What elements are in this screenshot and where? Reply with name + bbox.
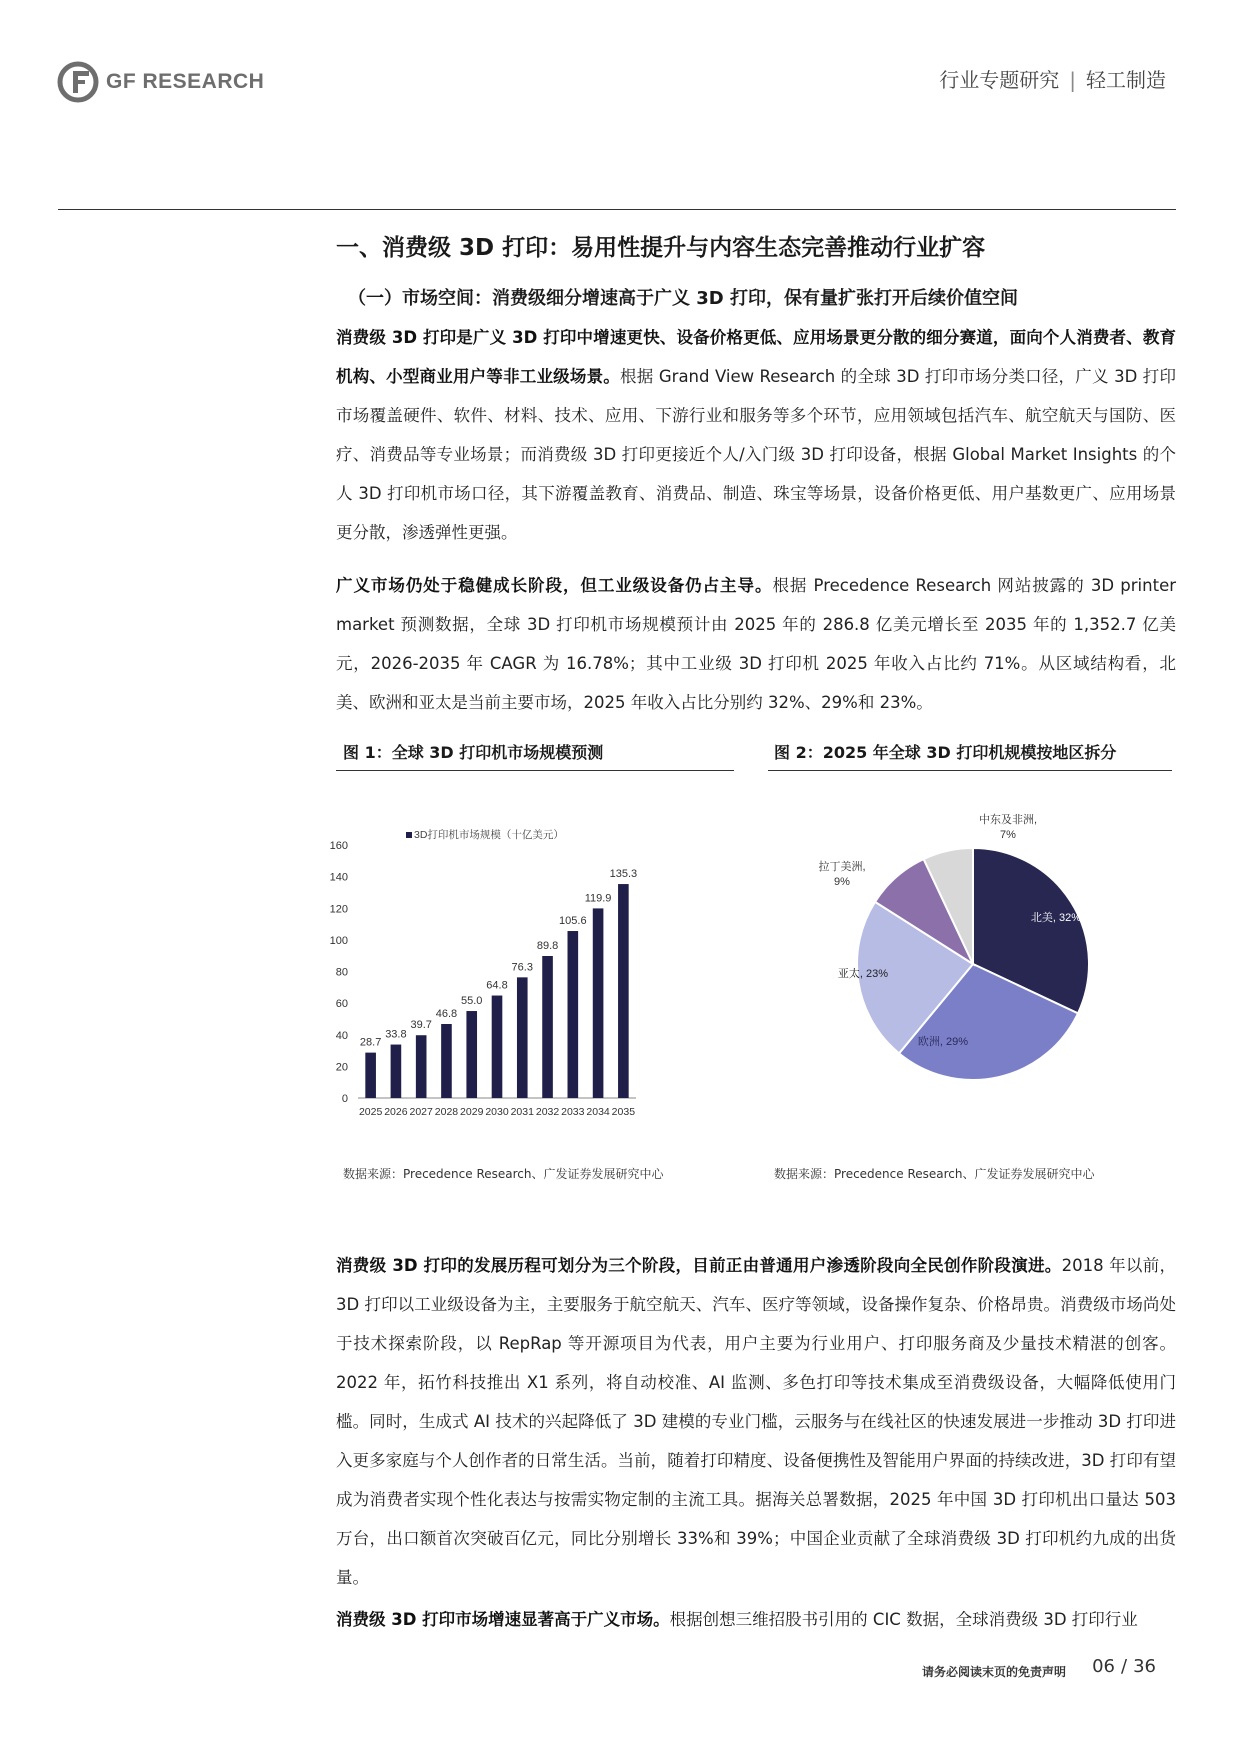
paragraph-3-body: 2018 年以前，3D 打印以工业级设备为主，主要服务于航空航天、汽车、医疗等领域，设备操作复杂、价格昂贵。消费级市场尚处于技术探索阶段，以 RepRap 等开源项目为代表，用户主要为行业用户、打印服务商及少量技术精湛的创客。2022 年，拓竹科技推出 X1 系列，将自动校准、AI 监测、多色打印等技术集成至消费级设备，大幅降低使用门槛。同时，生成式 AI 技术的兴起降低了 3D 建模的专业门槛，云服务与在线社区的快速发展进一步推动 3D 打印进入更多家庭与个人创作者的日常生活。当前，随着打印精度、设备便携性及智能用户界面的持续改进，3D 打印有望成为消费者实现个性化表达与按需实物定制的主流工具。据海关总署数据，2025 年中国 3D 打印机出口量达 503 万台，出口额首次突破百亿元，同比分别增长 33%和 39%；中国企业贡献了全球消费级 3D 打印机约九成的出货量。 <box>336 1256 1176 1587</box>
y-tick-label: 100 <box>329 934 348 947</box>
bar <box>441 1024 452 1098</box>
y-tick-label: 40 <box>335 1029 348 1042</box>
y-tick-label: 20 <box>335 1061 348 1074</box>
header-rule <box>58 209 1176 210</box>
logo-text: GF RESEARCH <box>106 70 265 93</box>
y-tick-label: 0 <box>341 1093 348 1105</box>
bar-value-label: 28.7 <box>359 1036 382 1049</box>
x-tick-label: 2028 <box>434 1106 459 1118</box>
bar <box>416 1035 427 1098</box>
bar <box>517 977 528 1098</box>
paragraph-1 <box>336 318 1176 552</box>
y-tick-label: 60 <box>335 998 348 1011</box>
figure-1-rule <box>336 770 734 771</box>
bar-value-label: 119.9 <box>584 892 612 905</box>
y-tick-label: 140 <box>329 871 348 884</box>
header-separator: | <box>1069 68 1076 92</box>
bar-value-label: 89.8 <box>536 940 559 953</box>
bar-value-label: 64.8 <box>486 979 508 992</box>
bar-value-label: 46.8 <box>435 1007 458 1020</box>
bar <box>568 931 579 1098</box>
bar <box>391 1045 402 1098</box>
total-pages: 36 <box>1133 1656 1156 1677</box>
figure-2-title: 图 2：2025 年全球 3D 打印机规模按地区拆分 <box>774 743 1117 762</box>
bar <box>466 1011 477 1098</box>
section-heading: 一、消费级 3D 打印：易用性提升与内容生态完善推动行业扩容 <box>336 235 986 261</box>
bar <box>618 884 629 1098</box>
disclaimer-note: 请务必阅读末页的免责声明 <box>922 1665 1067 1679</box>
pie-slice-label: 北美, 32% <box>1030 912 1082 924</box>
x-tick-label: 2027 <box>409 1106 433 1118</box>
paragraph-4 <box>336 1600 1176 1640</box>
pie-chart <box>768 800 1178 1100</box>
pie-slice-label: 中东及非洲, 7% <box>978 814 1038 841</box>
x-tick-label: 2034 <box>586 1106 610 1118</box>
paragraph-2 <box>336 566 1176 722</box>
report-type: 行业专题研究 <box>939 68 1060 92</box>
gf-logo-icon <box>58 62 98 102</box>
y-tick-label: 120 <box>329 903 348 916</box>
x-tick-label: 2026 <box>384 1106 408 1118</box>
industry-name: 轻工制造 <box>1086 68 1166 92</box>
bar-value-label: 33.8 <box>385 1028 407 1041</box>
paragraph-3-lead: 消费级 3D 打印的发展历程可划分为三个阶段，目前正由普通用户渗透阶段向全民创作阶段演进。 <box>336 1256 1062 1275</box>
x-tick-label: 2032 <box>535 1106 560 1118</box>
bar <box>542 956 553 1098</box>
bar <box>593 908 604 1098</box>
figure-1-title: 图 1：全球 3D 打印机市场规模预测 <box>343 743 604 762</box>
y-tick-label: 80 <box>335 966 348 979</box>
pie-slice-label: 拉丁美洲, 9% <box>818 861 866 888</box>
bar-value-label: 76.3 <box>511 961 533 974</box>
figure-2-source: 数据来源：Precedence Research、广发证券发展研究中心 <box>774 1167 1095 1181</box>
x-tick-label: 2025 <box>358 1106 383 1118</box>
bar-value-label: 135.3 <box>609 868 638 881</box>
x-tick-label: 2033 <box>561 1106 585 1118</box>
x-tick-label: 2030 <box>485 1106 509 1118</box>
x-tick-label: 2029 <box>460 1106 484 1118</box>
header-category <box>939 64 1166 93</box>
pie-slice-label: 亚太, 23% <box>837 968 889 980</box>
bar <box>492 996 503 1098</box>
bar-value-label: 39.7 <box>410 1019 432 1032</box>
subsection-heading: （一）市场空间：消费级细分增速高于广义 3D 打印，保有量扩张打开后续价值空间 <box>348 288 1018 309</box>
paragraph-4-body: 根据创想三维招股书引用的 CIC 数据，全球消费级 3D 打印行业 <box>669 1610 1138 1629</box>
figure-2-rule <box>768 770 1172 771</box>
y-tick-label: 160 <box>329 840 348 852</box>
bar-value-label: 55.0 <box>461 995 483 1008</box>
pie-slice-label: 欧洲, 29% <box>917 1036 969 1048</box>
x-tick-label: 2031 <box>510 1106 534 1118</box>
legend-swatch <box>406 832 412 838</box>
figure-1-source: 数据来源：Precedence Research、广发证券发展研究中心 <box>343 1167 664 1181</box>
bar-value-label: 105.6 <box>559 915 587 928</box>
paragraph-4-lead: 消费级 3D 打印市场增速显著高于广义市场。 <box>336 1610 670 1629</box>
paragraph-3 <box>336 1246 1176 1597</box>
current-page: 06 <box>1092 1656 1116 1677</box>
page-number <box>1092 1656 1156 1677</box>
brand-logo <box>58 62 264 102</box>
legend-label: 3D打印机市场规模（十亿美元） <box>414 829 564 841</box>
bar <box>365 1053 376 1098</box>
paragraph-2-lead: 广义市场仍处于稳健成长阶段，但工业级设备仍占主导。 <box>336 576 773 595</box>
paragraph-2-body: 根据 Precedence Research 网站披露的 3D printer market 预测数据，全球 3D 打印机市场规模预计由 2025 年的 286.8 亿美元增长至 2035 年的 1,352.7 亿美元，2026-2035 年 CAGR 为 16.78%；其中工业级 3D 打印机 2025 年收入占比约 71%。从区域结构看，北美、欧洲和亚太是当前主要市场，2025 年收入占比分别约 32%、29%和 23%。 <box>336 576 1177 712</box>
bar-chart <box>329 795 736 1135</box>
page-separator: / <box>1121 1656 1128 1677</box>
x-tick-label: 2035 <box>611 1106 636 1118</box>
paragraph-1-body: 根据 Grand View Research 的全球 3D 打印市场分类口径，广义 3D 打印市场覆盖硬件、软件、材料、技术、应用、下游行业和服务等多个环节，应用领域包括汽车、航空航天与国防、医疗、消费品等专业场景；而消费级 3D 打印更接近个人/入门级 3D 打印设备，根据 Global Market Insights 的个人 3D 打印机市场口径，其下游覆盖教育、消费品、制造、珠宝等场景，设备价格更低、用户基数更广、应用场景更分散，渗透弹性更强。 <box>336 367 1176 542</box>
paragraph-1-lead: 消费级 3D 打印是广义 3D 打印中增速更快、设备价格更低、应用场景更分散的细分赛道，面向个人消费者、教育机构、小型商业用户等非工业级场景。 <box>336 328 1176 386</box>
